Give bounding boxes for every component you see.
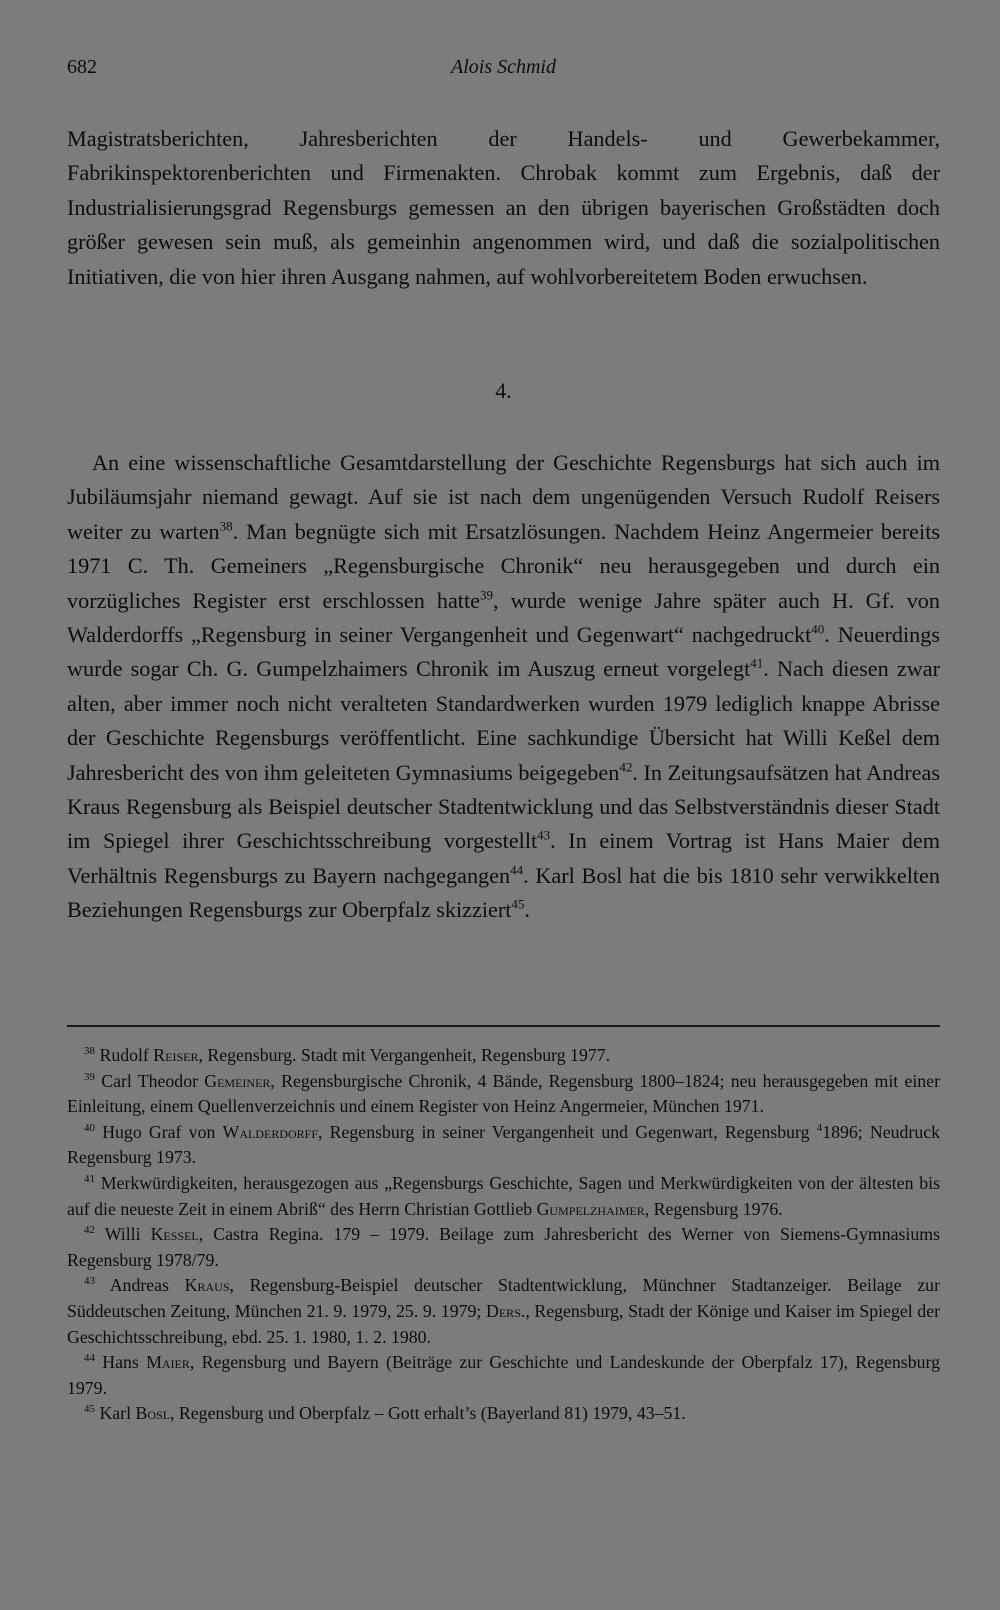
book-page — [67, 0, 940, 1610]
footnote-41 — [67, 1171, 940, 1222]
footnote-number: 40 — [84, 1121, 95, 1134]
footnote-number: 42 — [84, 1224, 95, 1237]
running-head: Alois Schmid — [451, 56, 556, 78]
footnote-text: , Regensburg und Oberpfalz – Gott erhalt’s (Bayerland 81) 1979, 43–51. — [170, 1403, 686, 1424]
footnote-text: , Regensburgische Chronik, 4 Bände, Regensburg 1800–1824; neu herausgegeben mit einer Einleitung, einem Quellenverzeichnis und einem Register von Heinz Angermeier, München 1971. — [67, 1070, 940, 1117]
page-number: 682 — [67, 56, 97, 78]
text-segment: , wurde wenige Jahre später auch H. Gf. von Walderdorffs „Regensburg in seiner Vergangenheit und Gegenwart“ nachgedruckt — [67, 587, 940, 648]
footnotes — [67, 1043, 940, 1427]
footnote-43 — [67, 1273, 940, 1350]
footnote-ref-40: 40 — [811, 621, 825, 637]
footnote-ref-41: 41 — [750, 656, 764, 672]
footnote-text: , Regensburg 1976. — [644, 1198, 783, 1219]
author-name: Maier — [146, 1352, 190, 1373]
footnote-text: , Regensburg. Stadt mit Vergangenheit, Regensburg 1977. — [198, 1045, 611, 1065]
footnote-text: Merkwürdigkeiten, herausgezogen aus „Regensburgs Geschichte, Sagen und Merkwürdigkeiten von der ältesten bis auf die neueste Zeit in einem Abriß“ des Herrn Christian Gottlieb — [67, 1172, 940, 1219]
footnote-number: 38 — [84, 1045, 95, 1058]
footnote-ref-45: 45 — [511, 896, 525, 912]
paragraph-continued: Magistratsberichten, Jahresberichten der Handels- und Gewerbekammer, Fabrikinspektorenberichten und Firmenakten. Chrobak kommt zum Ergebnis, daß der Industrialisierungsgrad Regensburgs gemessen an den übrigen bayerischen Großstädten doch größer gewesen sein muß, als gemeinhin angenommen wird, und daß die sozialpolitischen Initiativen, die von hier ihren Ausgang nahmen, auf wohlvorbereitetem Boden erwuchsen. — [67, 126, 940, 289]
footnote-text: Karl — [99, 1403, 136, 1424]
footnote-number: 39 — [84, 1070, 95, 1083]
footnote-text: , Regensburg in seiner Vergangenheit und Gegenwart, Regensburg — [318, 1121, 817, 1142]
footnote-ref-44: 44 — [510, 862, 524, 878]
author-name: Reiser — [153, 1045, 199, 1065]
text-segment: . Man begnügte sich mit Ersatzlösungen. Nachdem Heinz Angermeier bereits 1971 C. Th. Gemeiners „Regensburgische Chronik“ neu herausgegeben und durch ein vorzügliches Register erst erschlossen hatte — [67, 518, 940, 613]
footnote-39 — [67, 1069, 940, 1120]
footnote-text: , Regensburg-Beispiel deutscher Stadtentwicklung, Münchner Stadtanzeiger. Beilage zur Süddeutschen Zeitung, München 21. 9. 1979, 25. 9. 1979; — [67, 1275, 940, 1321]
author-name: Kraus — [184, 1275, 230, 1296]
text-segment: . In einem Vortrag ist Hans Maier dem Verhältnis Regensburgs zu Bayern nachgegangen — [67, 828, 940, 888]
section-number: 4. — [495, 378, 512, 403]
author-name: Kessel — [150, 1224, 199, 1245]
text-segment: . — [524, 897, 530, 923]
footnote-text: Rudolf — [99, 1045, 154, 1065]
paragraph-section-4 — [67, 446, 940, 928]
author-name: Gemeiner — [204, 1070, 271, 1091]
footnote-text: Willi — [104, 1224, 151, 1245]
edition-number: 4 — [816, 1121, 823, 1134]
footnote-40 — [67, 1120, 940, 1171]
footnote-ref-38: 38 — [219, 518, 233, 534]
author-name: Walderdorff — [222, 1121, 319, 1142]
page-header — [67, 56, 940, 86]
footnote-38 — [67, 1043, 940, 1069]
author-name: Ders — [486, 1300, 521, 1321]
footnote-44 — [67, 1350, 940, 1401]
footnote-ref-43: 43 — [537, 828, 551, 844]
author-name: Bosl — [135, 1403, 171, 1424]
footnote-ref-42: 42 — [619, 759, 633, 775]
footnote-text: Carl Theodor — [101, 1070, 205, 1091]
footnote-text: Hans — [102, 1352, 147, 1373]
footnote-text: Hugo Graf von — [102, 1121, 223, 1142]
footnote-text: Andreas — [109, 1275, 185, 1296]
footnote-45 — [67, 1401, 940, 1427]
text-segment: An eine wissenschaftliche Gesamtdarstellung der Geschichte Regensburgs hat sich auch im Jubiläumsjahr niemand gewagt. Auf sie ist nach dem ungenügenden Versuch Rudolf Reisers weiter zu warten — [67, 450, 940, 544]
text-segment: . Neuerdings wurde sogar Ch. G. Gumpelzhaimers Chronik im Auszug erneut vorgelegt — [67, 622, 940, 682]
footnote-number: 44 — [84, 1352, 95, 1365]
footnote-42 — [67, 1222, 940, 1273]
footnote-number: 45 — [84, 1403, 95, 1416]
text-segment: . In Zeitungsaufsätzen hat Andreas Kraus Regensburg als Beispiel deutscher Stadtentwicklung und das Selbstverständnis dieser Stadt im Spiegel ihrer Geschichtsschreibung vorgestellt — [67, 759, 940, 854]
footnote-divider — [67, 1025, 940, 1027]
footnote-text: 1896; Neudruck Regensburg 1973. — [67, 1121, 940, 1168]
footnote-text: , Regensburg und Bayern (Beiträge zur Geschichte und Landeskunde der Oberpfalz 17), Regensburg 1979. — [67, 1352, 940, 1398]
text-segment: . Nach diesen zwar alten, aber immer noch nicht veralteten Standardwerken wurden 1979 lediglich knappe Abrisse der Geschichte Regensburgs veröffentlicht. Eine sachkundige Übersicht hat Willi Keßel dem Jahresbericht des von ihm geleiteten Gymnasiums beigegeben — [67, 656, 940, 785]
footnote-number: 41 — [84, 1173, 95, 1186]
author-name: Gumpelzhaimer — [536, 1198, 645, 1219]
text-segment: . Karl Bosl hat die bis 1810 sehr verwikkelten Beziehungen Regensburgs zur Oberpfalz skizziert — [67, 862, 941, 923]
footnote-ref-39: 39 — [479, 587, 493, 603]
footnote-text: ., Regensburg, Stadt der Könige und Kaiser im Spiegel der Geschichtsschreibung, ebd. 25. 1. 1980, 1. 2. 1980. — [67, 1300, 941, 1347]
footnote-text: , Castra Regina. 179 – 1979. Beilage zum Jahresbericht des Werner von Siemens-Gymnasiums Regensburg 1978/79. — [67, 1224, 941, 1270]
footnote-number: 43 — [84, 1275, 95, 1288]
